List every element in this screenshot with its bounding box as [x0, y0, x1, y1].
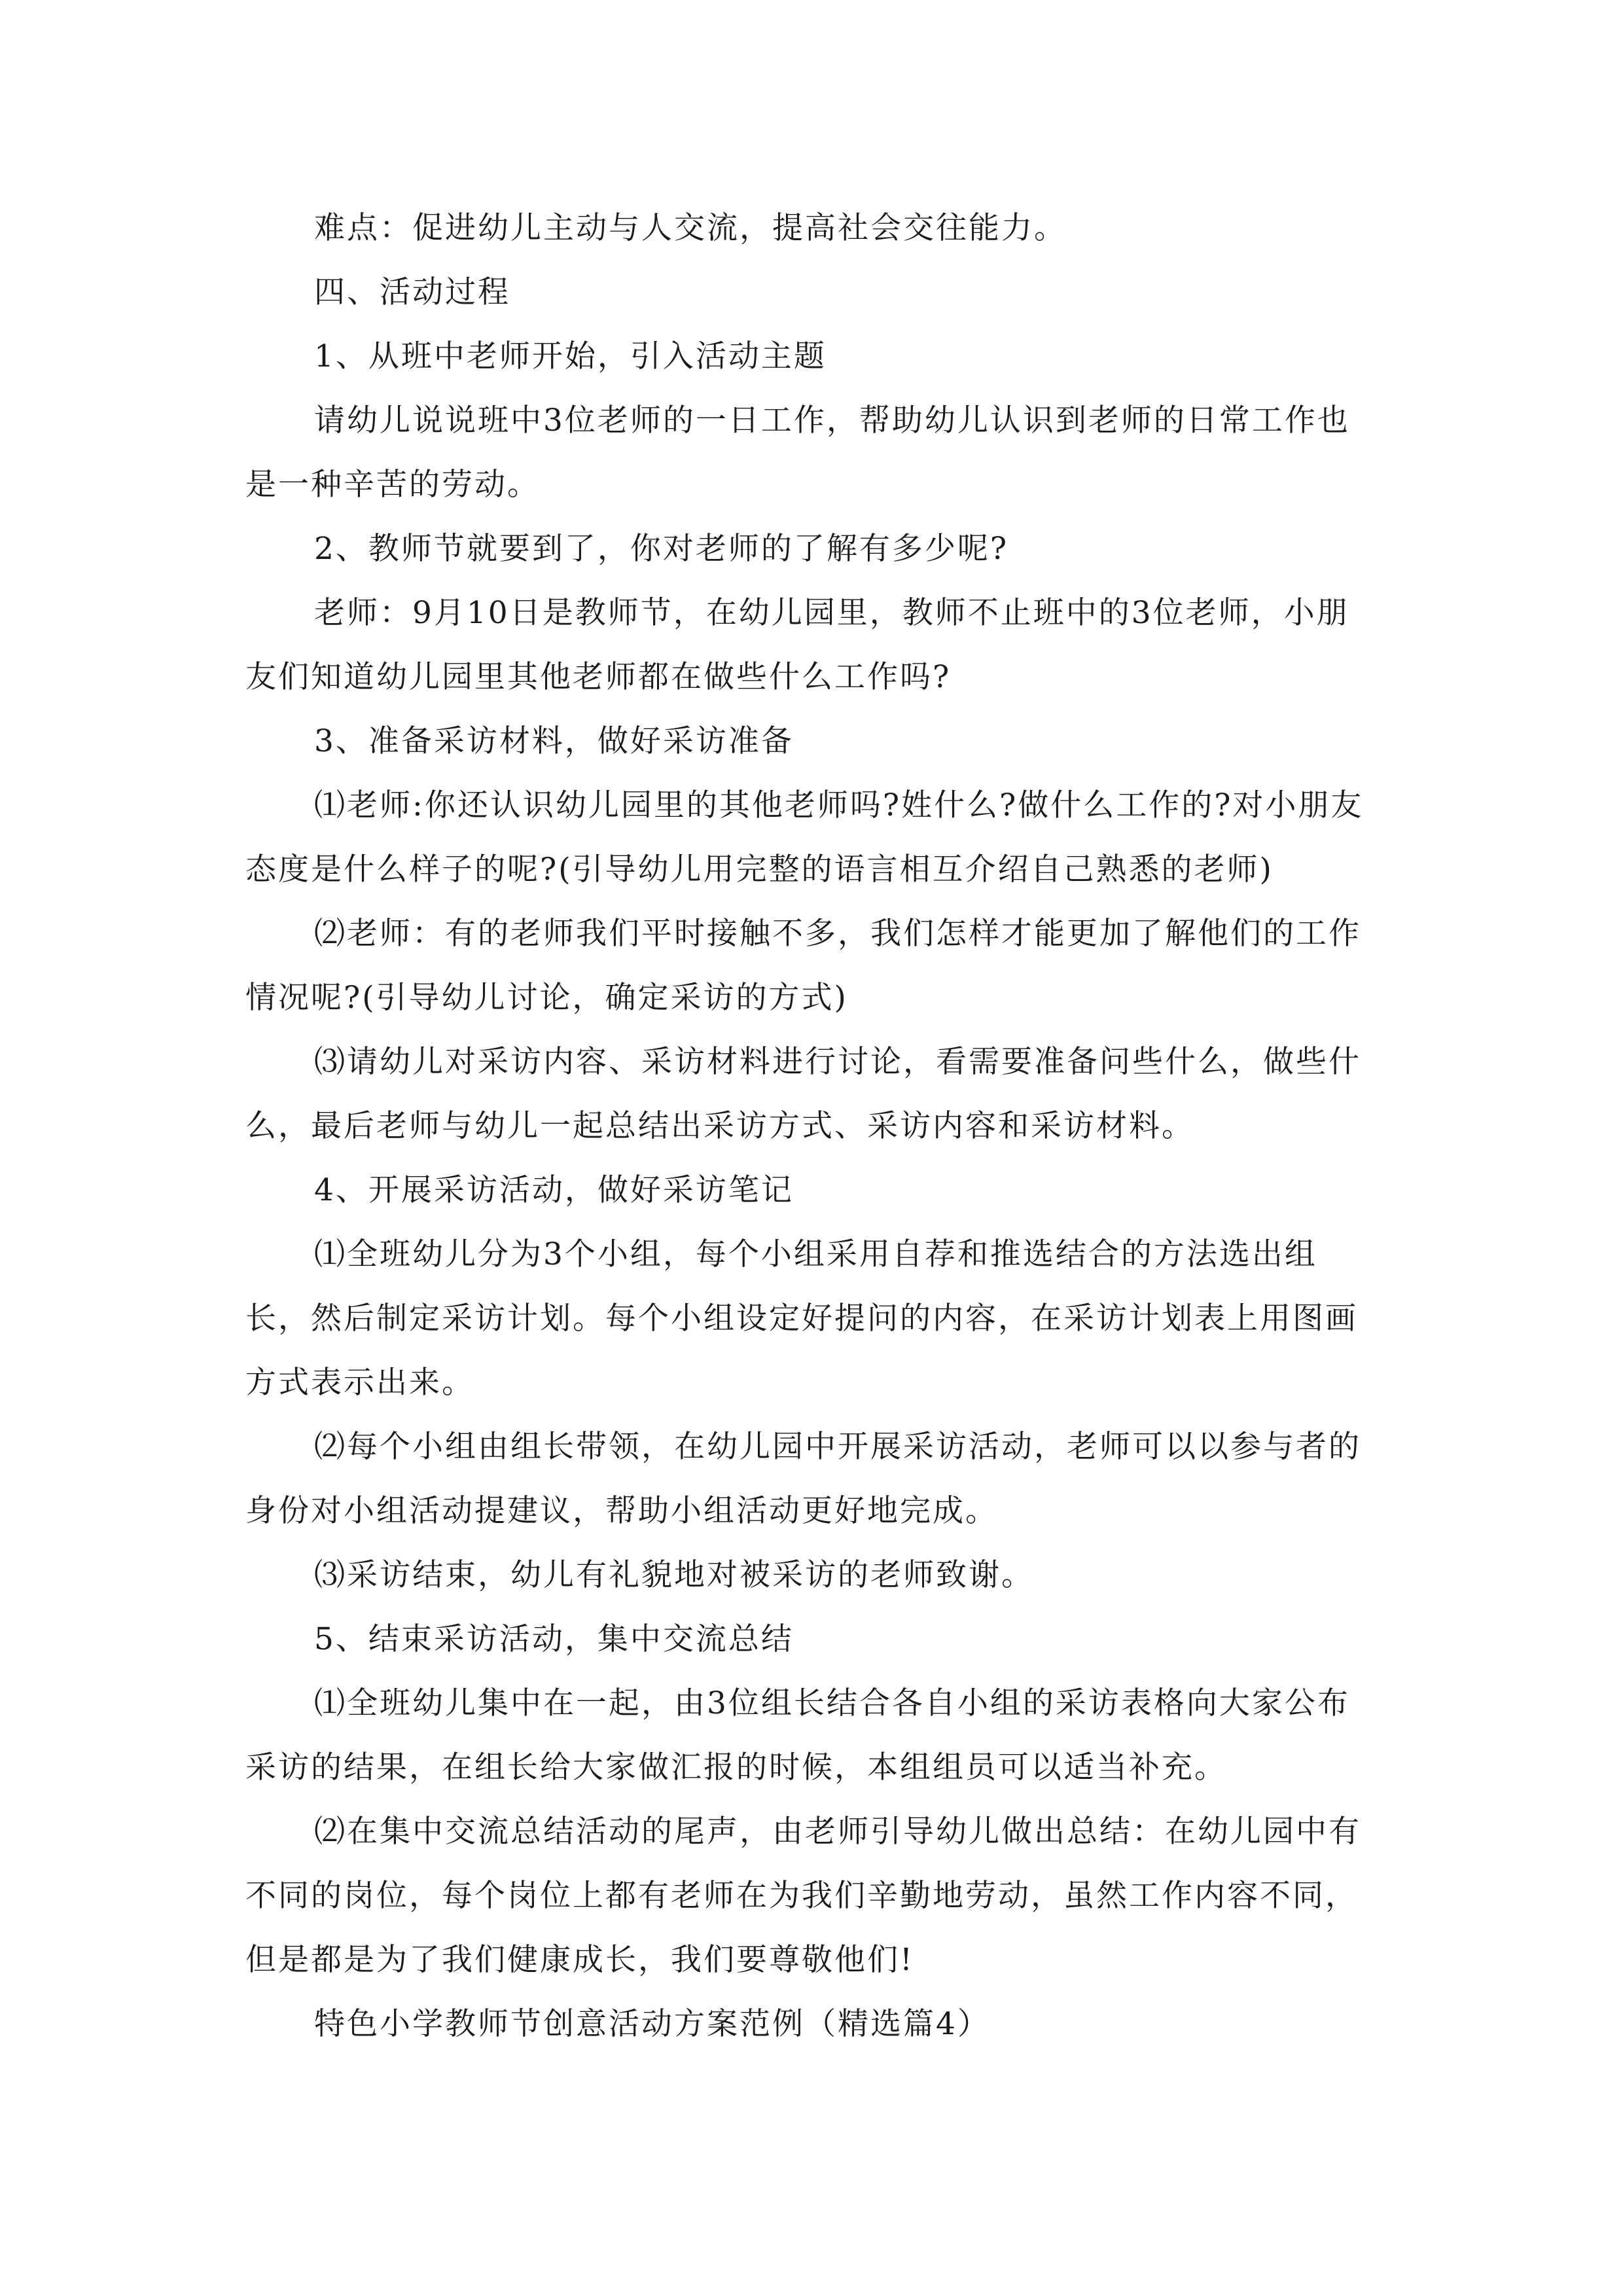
step-1-heading: 1、从班中老师开始，引入活动主题 [314, 338, 827, 374]
step-2-body: 老师：9月10日是教师节，在幼儿园里，教师不止班中的3位老师，小朋友们知道幼儿园里其他老师都在做些什么工作吗? [245, 595, 1349, 695]
step-2-heading: 2、教师节就要到了，你对老师的了解有多少呢? [314, 531, 1009, 567]
step-3-item-1: ⑴老师:你还认识幼儿园里的其他老师吗?姓什么?做什么工作的?对小朋友态度是什么样子的呢?(引导幼儿用完整的语言相互介绍自己熟悉的老师) [245, 787, 1364, 888]
step-3-item-3: ⑶请幼儿对采访内容、采访材料进行讨论，看需要准备问些什么，做些什么，最后老师与幼儿一起总结出采访方式、采访内容和采访材料。 [245, 1044, 1361, 1144]
step-4-item-1: ⑴全班幼儿分为3个小组，每个小组采用自荐和推选结合的方法选出组长，然后制定采访计划。每个小组设定好提问的内容，在采访计划表上用图画方式表示出来。 [245, 1236, 1358, 1401]
step-1-body: 请幼儿说说班中3位老师的一日工作，帮助幼儿认识到老师的日常工作也是一种辛苦的劳动。 [245, 403, 1350, 503]
paragraph-difficulty: 难点：促进幼儿主动与人交流，提高社会交往能力。 [314, 210, 1067, 246]
document-body [245, 196, 1381, 2056]
section-title-4: 特色小学教师节创意活动方案范例（精选篇4） [314, 2006, 990, 2042]
step-5-item-1: ⑴全班幼儿集中在一起，由3位组长结合各自小组的采访表格向大家公布采访的结果，在组长给大家做汇报的时候，本组组员可以适当补充。 [245, 1685, 1350, 1785]
step-5-heading: 5、结束采访活动，集中交流总结 [314, 1621, 794, 1657]
step-5-item-2: ⑵在集中交流总结活动的尾声，由老师引导幼儿做出总结：在幼儿园中有不同的岗位，每个岗位上都有老师在为我们辛勤地劳动，虽然工作内容不同，但是都是为了我们健康成长，我们要尊敬他们! [245, 1814, 1361, 1978]
step-3-item-2: ⑵老师：有的老师我们平时接触不多，我们怎样才能更加了解他们的工作情况呢?(引导幼儿讨论，确定采访的方式) [245, 916, 1361, 1016]
step-3-heading: 3、准备采访材料，做好采访准备 [314, 723, 794, 759]
step-4-item-3: ⑶采访结束，幼儿有礼貌地对被采访的老师致谢。 [314, 1557, 1034, 1593]
step-4-heading: 4、开展采访活动，做好采访笔记 [314, 1172, 794, 1208]
heading-activity-process: 四、活动过程 [314, 274, 510, 310]
step-4-item-2: ⑵每个小组由组长带领，在幼儿园中开展采访活动，老师可以以参与者的身份对小组活动提建议，帮助小组活动更好地完成。 [245, 1429, 1361, 1529]
